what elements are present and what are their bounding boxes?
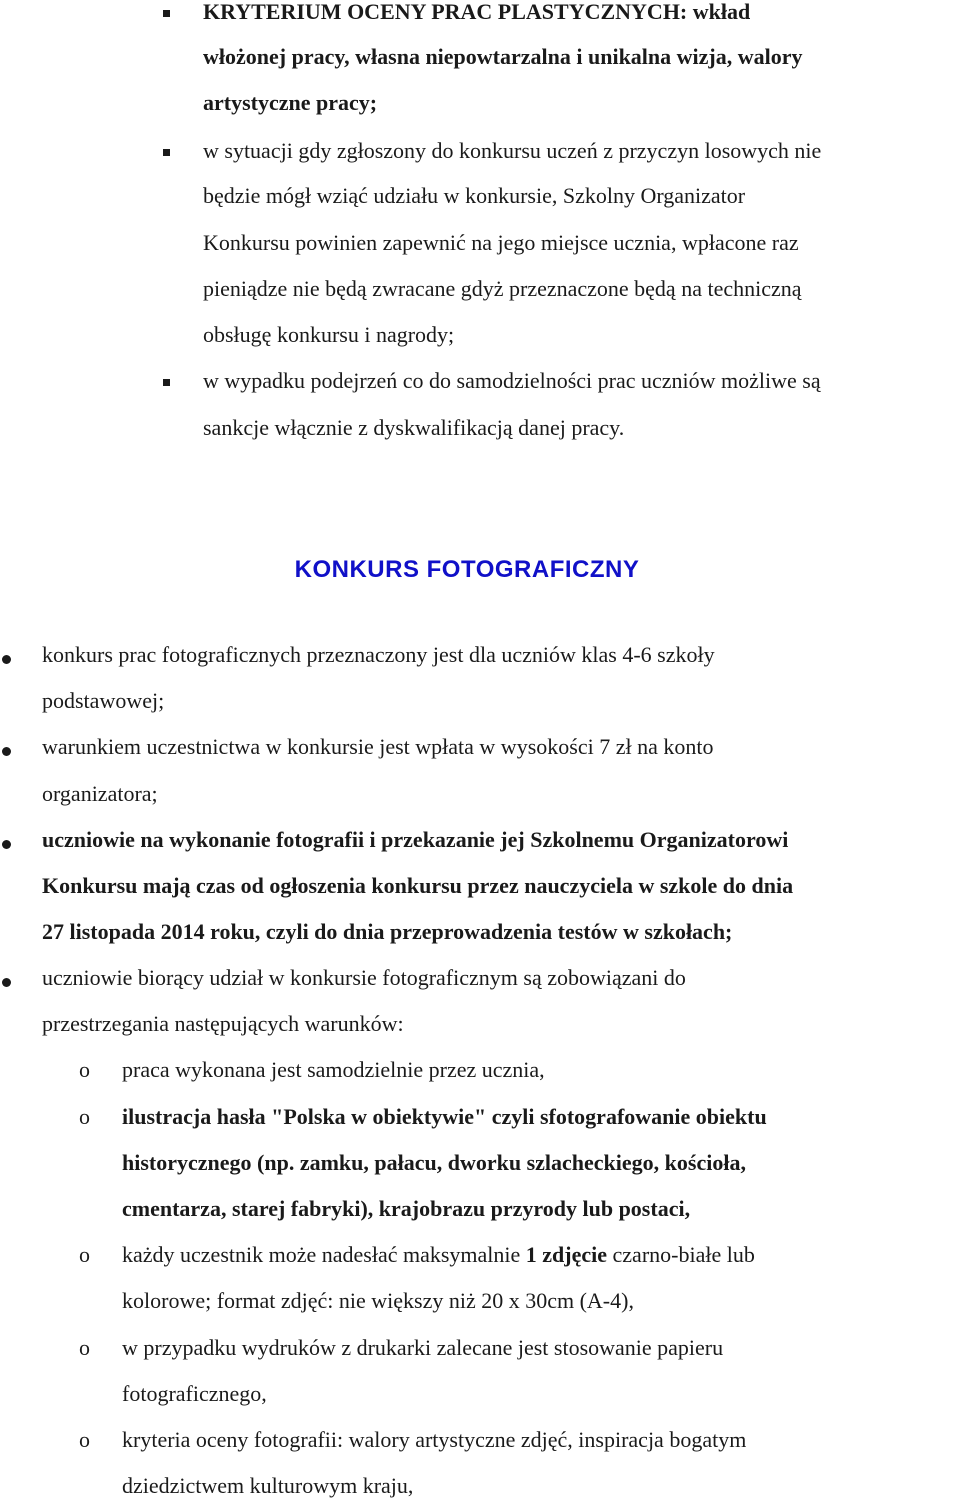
rule-line: pieniądze nie będą zwracane gdyż przeznaczone będą na techniczną (203, 276, 802, 301)
condition-line: fotograficznego, (122, 1381, 267, 1406)
condition-line: cmentarza, starej fabryki), krajobrazu przyrody lub postaci, (122, 1196, 691, 1221)
round-bullet-icon (2, 978, 11, 987)
rule-line: Konkursu powinien zapewnić na jego miejsce ucznia, wpłacone raz (203, 230, 799, 255)
condition-line: w przypadku wydruków z drukarki zalecane jest stosowanie papieru (122, 1335, 724, 1360)
rule-line: w wypadku podejrzeń co do samodzielności prac uczniów możliwe są (203, 368, 821, 393)
condition-line: dziedzictwem kulturowym kraju, (122, 1473, 414, 1498)
circle-bullet-icon: o (79, 1427, 90, 1452)
rule-line: przestrzegania następujących warunków: (42, 1011, 404, 1036)
rule-line: KRYTERIUM OCENY PRAC PLASTYCZNYCH: wkład (203, 0, 751, 24)
condition-line (122, 1240, 755, 1270)
rule-line: obsługę konkursu i nagrody; (203, 322, 455, 347)
condition-text: każdy uczestnik może nadesłać maksymalnie (122, 1242, 526, 1267)
rule-line: 27 listopada 2014 roku, czyli do dnia przeprowadzenia testów w szkołach; (42, 919, 733, 944)
circle-bullet-icon: o (79, 1335, 90, 1360)
square-bullet-icon (163, 10, 170, 17)
square-bullet-icon (163, 379, 170, 386)
circle-bullet-icon: o (79, 1242, 90, 1267)
rule-line: sankcje włącznie z dyskwalifikacją danej pracy. (203, 415, 625, 440)
rule-line: włożonej pracy, własna niepowtarzalna i unikalna wizja, walory (203, 44, 803, 69)
rule-line: w sytuacji gdy zgłoszony do konkursu uczeń z przyczyn losowych nie (203, 138, 822, 163)
square-bullet-icon (163, 149, 170, 156)
condition-emphasis: 1 zdjęcie (525, 1242, 608, 1267)
condition-line: kolorowe; format zdjęć: nie większy niż 20 x 30cm (A-4), (122, 1288, 634, 1313)
condition-line: ilustracja hasła "Polska w obiektywie" czyli sfotografowanie obiektu (122, 1104, 767, 1129)
rule-line: uczniowie na wykonanie fotografii i przekazanie jej Szkolnemu Organizatorowi (42, 827, 789, 852)
rule-line: Konkursu mają czas od ogłoszenia konkursu przez nauczyciela w szkole do dnia (42, 873, 794, 898)
rule-line: uczniowie biorący udział w konkursie fotograficznym są zobowiązani do (42, 965, 686, 990)
circle-bullet-icon: o (79, 1104, 90, 1129)
round-bullet-icon (2, 747, 11, 756)
condition-line: historycznego (np. zamku, pałacu, dworku szlacheckiego, kościoła, (122, 1150, 746, 1175)
rule-line: warunkiem uczestnictwa w konkursie jest wpłata w wysokości 7 zł na konto (42, 734, 714, 759)
rule-line: będzie mógł wziąć udziału w konkursie, Szkolny Organizator (203, 183, 746, 208)
section-heading: KONKURS FOTOGRAFICZNY (294, 556, 640, 583)
condition-line: kryteria oceny fotografii: walory artystyczne zdjęć, inspiracja bogatym (122, 1427, 747, 1452)
round-bullet-icon (2, 840, 11, 849)
round-bullet-icon (2, 655, 11, 664)
rule-line: artystyczne pracy; (203, 90, 378, 115)
condition-text: czarno-białe lub (607, 1242, 755, 1267)
rule-line: organizatora; (42, 781, 158, 806)
rule-line: podstawowej; (42, 688, 165, 713)
rule-line: konkurs prac fotograficznych przeznaczony jest dla uczniów klas 4-6 szkoły (42, 642, 715, 667)
circle-bullet-icon: o (79, 1057, 90, 1082)
condition-line: praca wykonana jest samodzielnie przez ucznia, (122, 1057, 545, 1082)
